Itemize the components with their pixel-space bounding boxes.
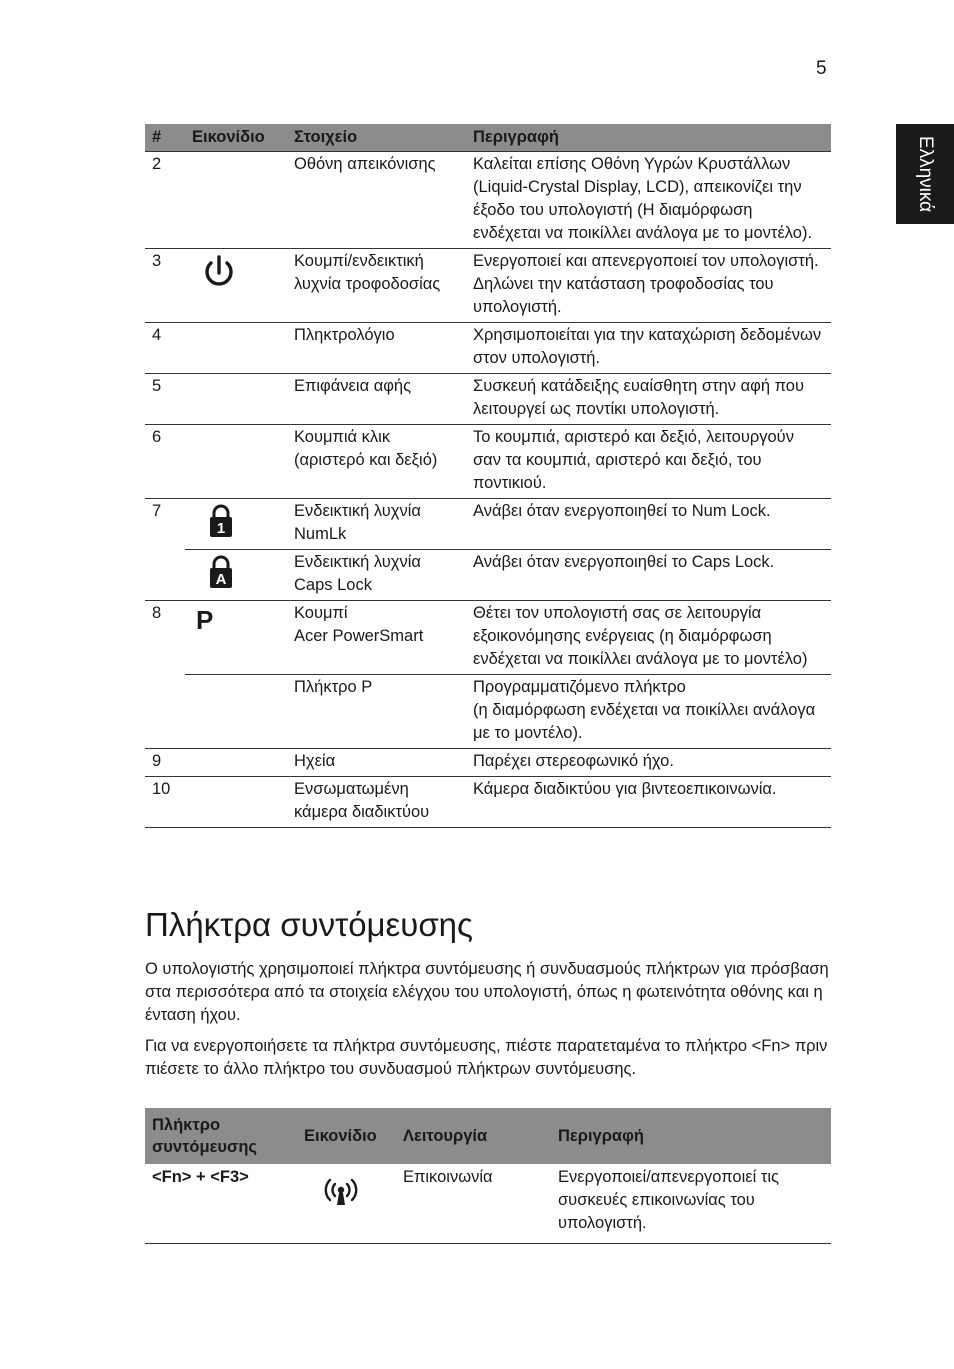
row-icon-cell — [297, 1164, 396, 1244]
row-description-line: Προγραμματιζόμενο πλήκτρο — [473, 677, 686, 696]
row-item: Ενσωματωμένη κάμερα διαδικτύου — [287, 776, 466, 827]
section-paragraph: Για να ενεργοποιήσετε τα πλήκτρα συντόμευσης, πιέστε παρατεταμένα το πλήκτρο <Fn> πριν πιέσετε το άλλο πλήκτρο του συνδυασμού πλήκτρων συντόμευσης. — [145, 1037, 828, 1078]
row-number — [145, 674, 185, 748]
power-icon — [201, 253, 237, 293]
col-header-hotkey: Πλήκτρο συντόμευσης — [145, 1108, 297, 1164]
table-row — [145, 748, 831, 776]
table-row — [145, 1164, 831, 1244]
row-description: Ενεργοποιεί και απενεργοποιεί τον υπολογιστή. Δηλώνει την κατάσταση τροφοδοσίας του υπολογιστή. — [466, 248, 831, 322]
row-item: Ενδεικτική λυχνία Caps Lock — [287, 549, 466, 600]
row-number: 10 — [145, 776, 185, 827]
row-item: Κουμπί/ενδεικτική λυχνία τροφοδοσίας — [287, 248, 466, 322]
row-item: Ηχεία — [287, 748, 466, 776]
col-header-icon: Εικονίδιο — [297, 1108, 396, 1164]
section-paragraph: Ο υπολογιστής χρησιμοποιεί πλήκτρα συντόμευσης ή συνδυασμούς πλήκτρων για πρόσβαση στα περισσότερα από τα στοιχεία ελέγχου του υπολογιστή, όπως η φωτεινότητα οθόνης και η ένταση ήχου. — [145, 960, 829, 1024]
row-description: Ανάβει όταν ενεργοποιηθεί το Caps Lock. — [466, 549, 831, 600]
row-description-line: (η διαμόρφωση ενδέχεται να ποικίλλει ανάλογα με το μοντέλο). — [473, 700, 816, 742]
row-icon-cell — [185, 322, 287, 373]
row-item: Επιφάνεια αφής — [287, 373, 466, 424]
svg-text:P: P — [196, 604, 214, 635]
numlock-icon — [201, 503, 241, 539]
hotkey-function: Επικοινωνία — [396, 1164, 551, 1244]
table-row — [145, 600, 831, 674]
table-row — [145, 674, 831, 748]
row-icon-cell — [185, 373, 287, 424]
row-icon-cell — [185, 248, 287, 322]
table-row — [145, 498, 831, 549]
row-item — [287, 600, 466, 674]
components-table — [145, 124, 831, 828]
row-description: Ανάβει όταν ενεργοποιηθεί το Num Lock. — [466, 498, 831, 549]
hotkeys-table — [145, 1108, 831, 1244]
row-icon-cell — [185, 424, 287, 498]
svg-text:1: 1 — [216, 519, 226, 537]
hotkey-description: Ενεργοποιεί/απενεργοποιεί τις συσκευές επικοινωνίας του υπολογιστή. — [551, 1164, 831, 1244]
row-item-line: Acer PowerSmart — [294, 626, 424, 645]
page-number: 5 — [816, 58, 827, 79]
table-header-row — [145, 124, 831, 151]
row-icon-cell — [185, 549, 287, 600]
row-description: Κάμερα διαδικτύου για βιντεοεπικοινωνία. — [466, 776, 831, 827]
svg-text:A: A — [215, 570, 227, 588]
row-item: Πληκτρολόγιο — [287, 322, 466, 373]
row-description: Θέτει τον υπολογιστή σας σε λειτουργία εξοικονόμησης ενέργειας (η διαμόρφωση ενδέχεται να ποικίλλει ανάλογα με το μοντέλο) — [466, 600, 831, 674]
row-number: 3 — [145, 248, 185, 322]
row-description — [466, 674, 831, 748]
wireless-icon — [321, 1178, 361, 1208]
row-item: Πλήκτρο P — [287, 674, 466, 748]
language-tab-label: Ελληνικά — [915, 135, 936, 213]
table-row — [145, 248, 831, 322]
row-number: 7 — [152, 501, 162, 520]
col-header-desc: Περιγραφή — [551, 1108, 831, 1164]
row-description: Συσκευή κατάδειξης ευαίσθητη στην αφή που λειτουργεί ως ποντίκι υπολογιστή. — [466, 373, 831, 424]
col-header-function: Λειτουργία — [396, 1108, 551, 1164]
row-item-line: Κουμπί — [294, 603, 348, 622]
row-icon-cell — [185, 748, 287, 776]
row-icon-cell — [185, 151, 287, 248]
row-number: 9 — [145, 748, 185, 776]
hotkey-combo: <Fn> + <F3> — [145, 1164, 297, 1244]
row-number: 4 — [145, 322, 185, 373]
row-description: Το κουμπιά, αριστερό και δεξιό, λειτουργούν σαν τα κουμπιά, αριστερό και δεξιό, του ποντικιού. — [466, 424, 831, 498]
row-description: Χρησιμοποιείται για την καταχώριση δεδομένων στον υπολογιστή. — [466, 322, 831, 373]
table-header-row — [145, 1108, 831, 1164]
row-item: Ενδεικτική λυχνία NumLk — [287, 498, 466, 549]
col-header-item: Στοιχείο — [287, 124, 466, 151]
row-number: 6 — [145, 424, 185, 498]
row-icon-cell — [185, 600, 287, 674]
row-number: 8 — [152, 603, 162, 622]
row-item: Κουμπιά κλικ (αριστερό και δεξιό) — [287, 424, 466, 498]
row-description: Παρέχει στερεοφωνικό ήχο. — [466, 748, 831, 776]
row-item: Οθόνη απεικόνισης — [287, 151, 466, 248]
powersmart-p-icon — [193, 605, 223, 637]
table-row — [145, 776, 831, 827]
language-tab — [896, 124, 954, 224]
row-icon-cell — [185, 776, 287, 827]
table-row — [145, 322, 831, 373]
capslock-icon — [201, 554, 241, 590]
col-header-icon: Εικονίδιο — [185, 124, 287, 151]
row-icon-cell — [185, 498, 287, 549]
table-row — [145, 549, 831, 600]
row-number: 2 — [145, 151, 185, 248]
section-title: Πλήκτρα συντόμευσης — [145, 906, 473, 943]
row-icon-cell — [185, 674, 287, 748]
col-header-desc: Περιγραφή — [466, 124, 831, 151]
table-row — [145, 373, 831, 424]
col-header-num: # — [145, 124, 185, 151]
row-number: 5 — [145, 373, 185, 424]
table-row — [145, 424, 831, 498]
row-number — [145, 549, 185, 600]
row-description: Καλείται επίσης Οθόνη Υγρών Κρυστάλλων (Liquid-Crystal Display, LCD), απεικονίζει την έξοδο του υπολογιστή (Η διαμόρφωση ενδέχεται να ποικίλλει ανάλογα με το μοντέλο). — [466, 151, 831, 248]
table-row — [145, 151, 831, 248]
